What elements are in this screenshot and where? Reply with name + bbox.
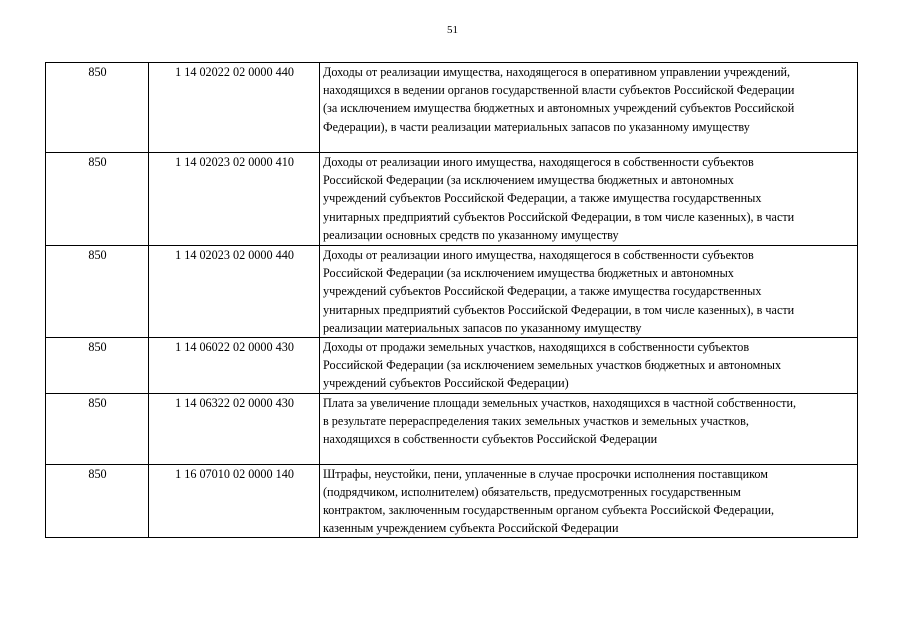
- budget-classification-code-cell: 1 14 06022 02 0000 430: [149, 338, 320, 394]
- revenue-name-line: учреждений субъектов Российской Федерации, а также имущества государственных: [323, 191, 762, 206]
- revenue-name-line: Российской Федерации (за исключением имущества бюджетных и автономных: [323, 266, 734, 281]
- revenue-name-line: Штрафы, неустойки, пени, уплаченные в случае просрочки исполнения поставщиком: [323, 466, 768, 481]
- revenue-name-line: Доходы от реализации имущества, находящегося в оперативном управлении учреждений,: [323, 65, 791, 79]
- revenue-name-line: Российской Федерации (за исключением имущества бюджетных и автономных: [323, 173, 734, 188]
- revenue-codes-table: [45, 62, 858, 538]
- revenue-name-line: учреждений субъектов Российской Федерации): [323, 376, 569, 391]
- revenue-name-line: Доходы от реализации иного имущества, находящегося в собственности субъектов: [323, 248, 754, 262]
- admin-code-cell: 850: [46, 393, 149, 464]
- table-row: [46, 464, 858, 538]
- revenue-name-line: находящихся в собственности субъектов Российской Федерации: [323, 432, 658, 447]
- table-row: [46, 338, 858, 394]
- admin-code-cell: 850: [46, 338, 149, 394]
- revenue-name-cell: [320, 338, 858, 394]
- budget-classification-code-cell: 1 14 06322 02 0000 430: [149, 393, 320, 464]
- revenue-name-line: контрактом, заключенным государственным органом субъекта Российской Федерации,: [323, 503, 775, 518]
- revenue-name-cell: [320, 153, 858, 246]
- revenue-name-line: Плата за увеличение площади земельных участков, находящихся в частной собственности,: [323, 395, 797, 410]
- budget-classification-code-cell: 1 14 02023 02 0000 410: [149, 153, 320, 246]
- admin-code-cell: 850: [46, 464, 149, 538]
- revenue-name-line: (за исключением имущества бюджетных и автономных учреждений субъектов Российской: [323, 101, 795, 116]
- table-row: [46, 153, 858, 246]
- revenue-name-cell: [320, 464, 858, 538]
- revenue-name-line: казенным учреждением субъекта Российской Федерации: [323, 521, 619, 536]
- admin-code-cell: 850: [46, 63, 149, 153]
- revenue-name-cell: [320, 246, 858, 338]
- revenue-name-line: унитарных предприятий субъектов Российской Федерации, в том числе казенных), в части: [323, 209, 795, 224]
- revenue-name-line: (подрядчиком, исполнителем) обязательств, предусмотренных государственным: [323, 484, 741, 499]
- revenue-name-cell: [320, 393, 858, 464]
- admin-code-cell: 850: [46, 246, 149, 338]
- revenue-name-line: Доходы от реализации иного имущества, находящегося в собственности субъектов: [323, 155, 754, 169]
- revenue-name-line: реализации материальных запасов по указанному имуществу: [323, 320, 642, 335]
- revenue-name-line: в результате перераспределения таких земельных участков и земельных участков,: [323, 413, 749, 428]
- budget-classification-code-cell: 1 14 02023 02 0000 440: [149, 246, 320, 338]
- revenue-name-line: находящихся в ведении органов государственной власти субъектов Российской Федерации: [323, 83, 795, 98]
- revenue-name-line: Доходы от продажи земельных участков, находящихся в собственности субъектов: [323, 340, 750, 355]
- budget-classification-code-cell: 1 16 07010 02 0000 140: [149, 464, 320, 538]
- table-row: [46, 246, 858, 338]
- page-number: 51: [447, 24, 458, 36]
- table-row: [46, 393, 858, 464]
- revenue-name-line: учреждений субъектов Российской Федерации, а также имущества государственных: [323, 284, 762, 299]
- revenue-name-line: унитарных предприятий субъектов Российской Федерации, в том числе казенных), в части: [323, 302, 795, 317]
- revenue-name-line: Федерации), в части реализации материальных запасов по указанному имуществу: [323, 119, 750, 134]
- revenue-name-line: Российской Федерации (за исключением земельных участков бюджетных и автономных: [323, 358, 782, 373]
- admin-code-cell: 850: [46, 153, 149, 246]
- table-row: [46, 63, 858, 153]
- revenue-name-line: реализации основных средств по указанному имуществу: [323, 227, 619, 242]
- budget-classification-code-cell: 1 14 02022 02 0000 440: [149, 63, 320, 153]
- revenue-name-cell: [320, 63, 858, 153]
